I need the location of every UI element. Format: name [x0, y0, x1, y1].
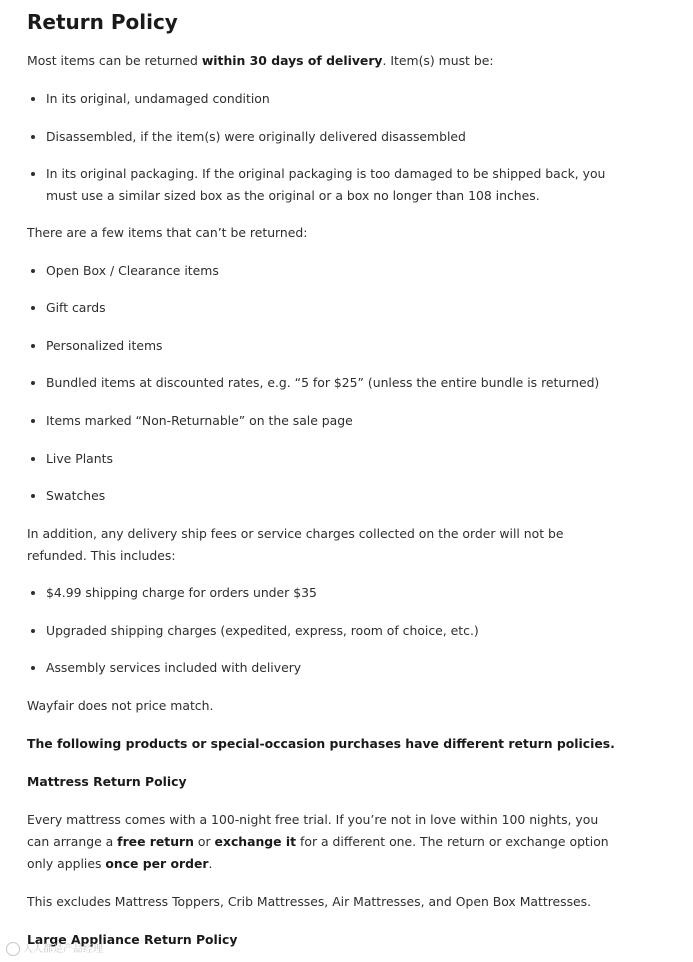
list-item: [27, 163, 617, 207]
intro-bold-text: within 30 days of delivery: [201, 53, 383, 68]
list-item: [27, 620, 617, 642]
mattress-text-end: .: [208, 856, 213, 871]
bullet-icon: [31, 419, 35, 423]
list-item-text: Disassembled, if the item(s) were originally delivered disassembled: [46, 129, 466, 144]
list-item-text: Gift cards: [46, 300, 106, 315]
bullet-icon: [31, 457, 35, 461]
mattress-policy-paragraph: [27, 809, 617, 875]
list-item: [27, 335, 617, 357]
bullet-icon: [31, 172, 35, 176]
page-title: Return Policy: [27, 10, 178, 34]
exchange-text: exchange it: [214, 834, 297, 849]
list-item: [27, 485, 617, 507]
bullet-icon: [31, 629, 35, 633]
fees-intro: In addition, any delivery ship fees or service charges collected on the order will not be refunded. This includes:: [27, 526, 564, 563]
mattress-excludes-note: This excludes Mattress Toppers, Crib Mattresses, Air Mattresses, and Open Box Mattresses.: [27, 894, 592, 909]
bullet-icon: [31, 269, 35, 273]
list-item: [27, 657, 617, 679]
list-item: [27, 126, 617, 148]
mattress-policy-heading: Mattress Return Policy: [27, 774, 187, 789]
intro-paragraph: [27, 50, 617, 72]
bullet-icon: [31, 306, 35, 310]
list-item: [27, 88, 617, 110]
special-policies-heading: The following products or special-occasion purchases have different return policies.: [27, 736, 615, 751]
bullet-icon: [31, 381, 35, 385]
list-item-text: Swatches: [46, 488, 106, 503]
price-match-note: Wayfair does not price match.: [27, 698, 214, 713]
watermark-logo-icon: [6, 942, 20, 956]
intro-text: Most items can be returned: [27, 53, 202, 68]
list-item-text: Personalized items: [46, 338, 163, 353]
bullet-icon: [31, 666, 35, 670]
large-appliance-policy-heading: Large Appliance Return Policy: [27, 932, 238, 947]
free-return-text: free return: [117, 834, 194, 849]
bullet-icon: [31, 591, 35, 595]
list-item-text: Upgraded shipping charges (expedited, express, room of choice, etc.): [46, 623, 479, 638]
list-item-text: Open Box / Clearance items: [46, 263, 219, 278]
list-item-text: $4.99 shipping charge for orders under $35: [46, 585, 317, 600]
list-item: [27, 260, 617, 282]
bullet-icon: [31, 135, 35, 139]
list-item: [27, 410, 617, 432]
list-item-text: Items marked “Non-Returnable” on the sale page: [46, 413, 353, 428]
list-item-text: In its original packaging. If the original packaging is too damaged to be shipped back, you must use a similar sized box as the original or a box no longer than 108 inches.: [46, 166, 606, 203]
list-item-text: Assembly services included with delivery: [46, 660, 302, 675]
mattress-text: Every mattress comes with a 100-night free trial. If you’re not in love within 100 nights, you can arrange a: [27, 812, 599, 849]
list-item: [27, 582, 617, 604]
list-item-text: In its original, undamaged condition: [46, 91, 270, 106]
list-item: [27, 297, 617, 319]
intro-text-end: . Item(s) must be:: [382, 53, 494, 68]
list-item-text: Live Plants: [46, 451, 113, 466]
bullet-icon: [31, 344, 35, 348]
cannot-return-intro: There are a few items that can’t be returned:: [27, 225, 308, 240]
list-item: [27, 372, 617, 394]
once-per-order-text: once per order: [105, 856, 209, 871]
bullet-icon: [31, 494, 35, 498]
mattress-text-mid: or: [193, 834, 215, 849]
bullet-icon: [31, 97, 35, 101]
watermark-text: 人人都是产品经理: [23, 944, 103, 955]
mattress-text-post: for a different one. The return or exchange option only applies: [27, 834, 609, 871]
watermark: [6, 940, 103, 956]
list-item-text: Bundled items at discounted rates, e.g. “5 for $25” (unless the entire bundle is returned): [46, 375, 600, 390]
list-item: [27, 448, 617, 470]
